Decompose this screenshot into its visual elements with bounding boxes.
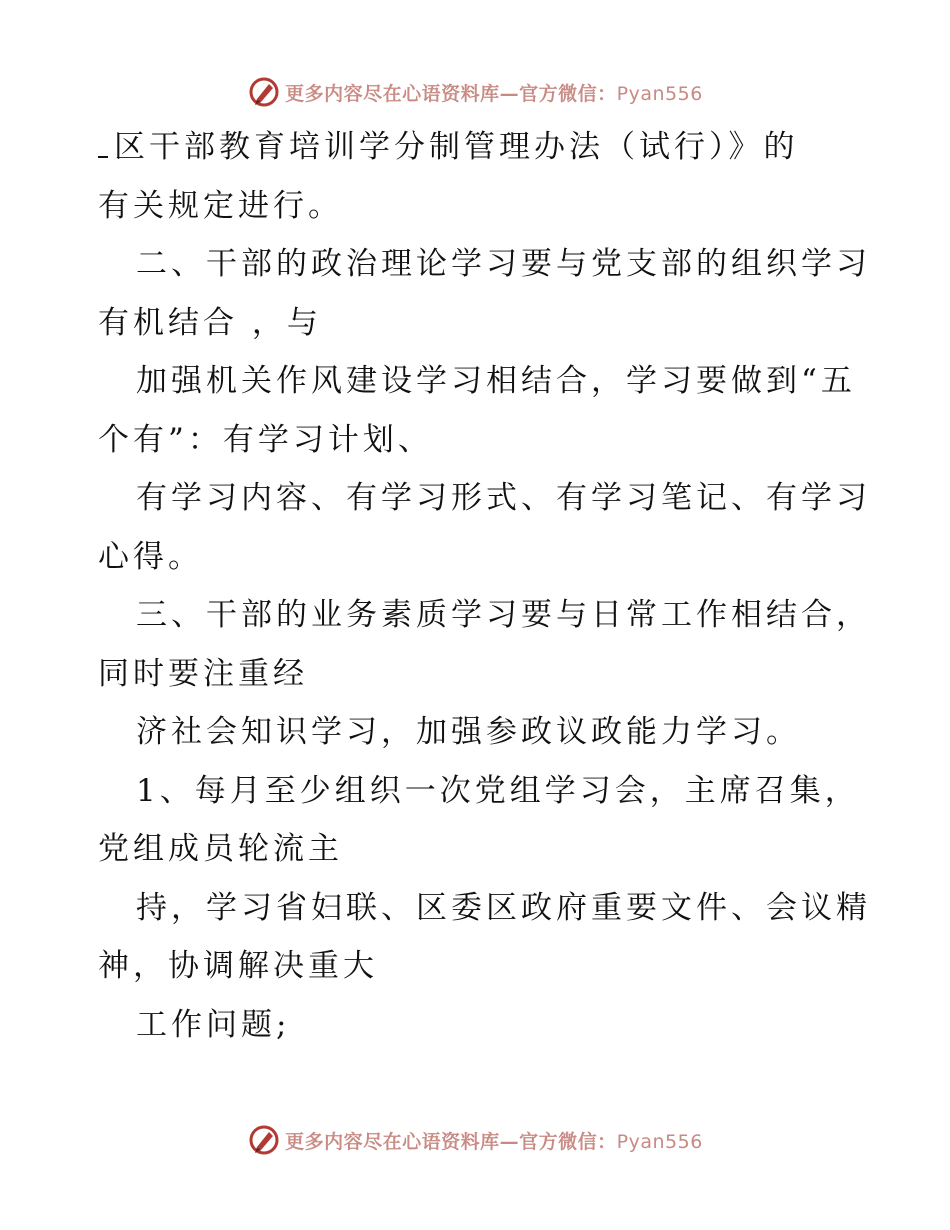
text-line: 1、每月至少组织一次党组学习会，主席召集，: [136, 772, 860, 809]
text-line: 个有”：有学习计划、: [98, 421, 433, 458]
watermark-text: 更多内容尽在心语资料库—官方微信：Pyan556: [285, 1130, 703, 1153]
text-line: 二、干部的政治理论学习要与党支部的组织学习: [136, 246, 871, 282]
document-body: [98, 118, 871, 1054]
watermark-handle: Pyan556: [616, 82, 703, 105]
text-line: 神，协调解决重大: [98, 948, 378, 984]
text-line: 济社会知识学习，加强参政议政能力学习。: [136, 714, 801, 750]
leading-dash: [98, 156, 108, 158]
text-line: 有机结合 ，与: [98, 304, 322, 341]
header-watermark: [0, 72, 950, 112]
text-line: 三、干部的业务素质学习要与日常工作相结合，: [136, 597, 871, 633]
footer-watermark: [0, 1120, 950, 1160]
text-line: 同时要注重经: [98, 655, 308, 692]
watermark-text: 更多内容尽在心语资料库—官方微信：Pyan556: [285, 82, 703, 105]
text-line: 有关规定进行。: [98, 187, 343, 224]
text-line: 区干部教育培训学分制管理办法（试行）》的: [98, 118, 858, 177]
pen-nib-circle-icon: [247, 75, 281, 109]
watermark-handle: Pyan556: [616, 1130, 703, 1153]
text-line: 党组成员轮流主: [98, 831, 343, 867]
text-line: 心得。: [98, 538, 203, 575]
text-line: 加强机关作风建设学习相结合，学习要做到“五: [136, 363, 856, 399]
text-line: 工作问题;: [136, 1006, 291, 1043]
text-line: 有学习内容、有学习形式、有学习笔记、有学习: [136, 480, 871, 516]
pen-nib-circle-icon: [247, 1123, 281, 1157]
text-line: 持，学习省妇联、区委区政府重要文件、会议精: [136, 889, 871, 926]
